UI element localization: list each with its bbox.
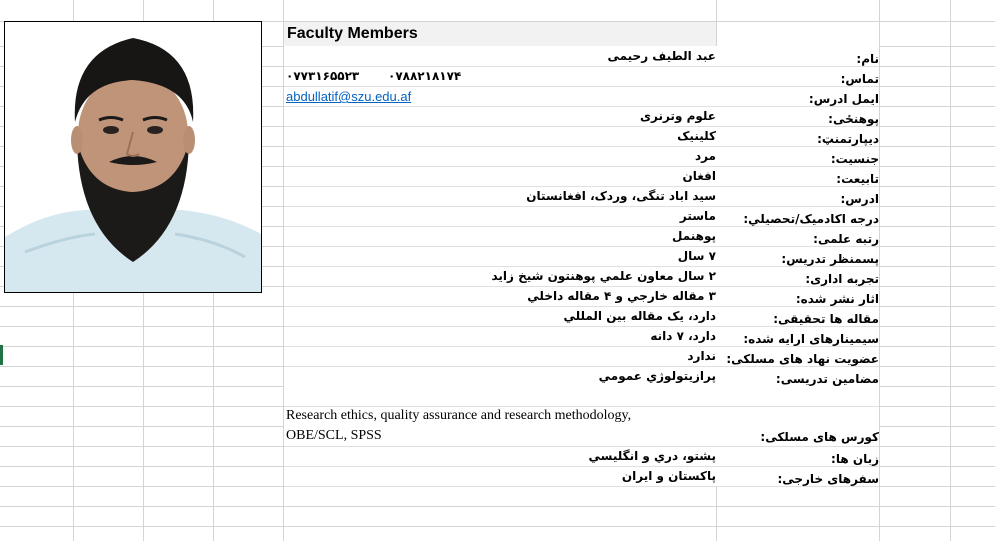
publications-value: ۳ مقاله خارجي و ۴ مقاله داخلي xyxy=(527,289,716,303)
travel-row[interactable] xyxy=(284,466,879,487)
grid-row-line xyxy=(0,506,995,507)
gender-value: مرد xyxy=(694,149,716,163)
degree-value: ماستر xyxy=(679,209,716,223)
name-label: نام: xyxy=(856,52,879,66)
courses-row[interactable] xyxy=(284,406,879,447)
languages-row[interactable] xyxy=(284,446,879,467)
admin-label: تجربه اداری: xyxy=(805,272,879,286)
admin-row[interactable] xyxy=(284,266,879,287)
address-row[interactable] xyxy=(284,186,879,207)
teaching-row[interactable] xyxy=(284,246,879,267)
publications-label: اثار نشر شده: xyxy=(795,292,879,306)
subjects-row[interactable] xyxy=(284,366,879,407)
membership-label: عضویت نهاد های مسلکی: xyxy=(726,352,879,366)
name-value: عبد الطيف رحيمی xyxy=(607,49,716,63)
rank-label: رتبه علمی: xyxy=(813,232,879,246)
address-value: سید اباد تنگی، وردک، افغانستان xyxy=(526,189,716,203)
email-label: ایمل ادرس: xyxy=(808,92,879,106)
profile-photo[interactable] xyxy=(4,21,262,293)
active-row-indicator xyxy=(0,345,3,365)
seminars-value: دارد، ۷ دانه xyxy=(650,329,716,343)
phone-2: ۰۷۸۸۲۱۸۱۷۴ xyxy=(388,69,462,83)
membership-value: ندارد xyxy=(687,349,716,363)
contact-label: تماس: xyxy=(840,72,879,86)
department-label: دیپارتمنټ: xyxy=(817,132,879,146)
faculty-label: پوهنځی: xyxy=(828,112,879,126)
address-label: ادرس: xyxy=(840,192,879,206)
sheet-title: Faculty Members xyxy=(287,25,418,42)
name-row[interactable] xyxy=(284,46,879,67)
admin-value: ۲ سال معاون علمي پوهنتون شیخ زاید xyxy=(491,269,716,283)
gender-label: جنسیت: xyxy=(830,152,879,166)
courses-value xyxy=(286,406,631,446)
grid-row-line xyxy=(0,526,995,527)
grid-column-line xyxy=(950,0,951,541)
phone-1: ۰۷۷۳۱۶۵۵۲۳ xyxy=(286,69,360,83)
nationality-row[interactable] xyxy=(284,166,879,187)
seminars-row[interactable] xyxy=(284,326,879,347)
teaching-value: ۷ سال xyxy=(677,249,716,263)
courses-label: کورس های مسلکی: xyxy=(760,430,879,444)
membership-row[interactable] xyxy=(284,346,879,367)
degree-row[interactable] xyxy=(284,206,879,227)
contact-row[interactable] xyxy=(284,66,879,87)
title-cell[interactable] xyxy=(284,22,716,47)
faculty-value: علوم وترنری xyxy=(640,109,716,123)
nationality-label: تابیعت: xyxy=(836,172,879,186)
rank-value: پوهنمل xyxy=(671,229,716,243)
degree-label: درجه اکادمیک/تحصیلي: xyxy=(743,212,879,226)
travel-label: سفرهای خارجی: xyxy=(777,472,879,486)
gender-row[interactable] xyxy=(284,146,879,167)
courses-line-2: OBE/SCL, SPSS xyxy=(286,428,382,443)
teaching-label: پسمنظر تدریس: xyxy=(781,252,879,266)
languages-value: پشتو، دري و انگلیسي xyxy=(588,449,716,463)
seminars-label: سیمینارهای ارایه شده: xyxy=(743,332,879,346)
grid-column-line xyxy=(879,0,880,541)
publications-row[interactable] xyxy=(284,286,879,307)
department-row[interactable] xyxy=(284,126,879,147)
subjects-value: پرازیتولوژي عمومي xyxy=(598,369,716,383)
research-row[interactable] xyxy=(284,306,879,327)
subjects-label: مضامین تدریسی: xyxy=(775,372,879,386)
rank-row[interactable] xyxy=(284,226,879,247)
research-label: مقاله ها تحقیقی: xyxy=(773,312,879,326)
research-value: دارد، یک مقاله بین المللي xyxy=(563,309,716,323)
faculty-row[interactable] xyxy=(284,106,879,127)
email-row[interactable] xyxy=(284,86,879,107)
courses-line-1: Research ethics, quality assurance and research methodology, xyxy=(286,408,632,423)
email-link[interactable]: abdullatif@szu.edu.af xyxy=(286,89,412,104)
department-value: کلینیک xyxy=(677,129,716,143)
nationality-value: افغان xyxy=(682,169,716,183)
travel-value: پاکستان و ایران xyxy=(621,469,716,483)
languages-label: زبان ها: xyxy=(831,452,879,466)
